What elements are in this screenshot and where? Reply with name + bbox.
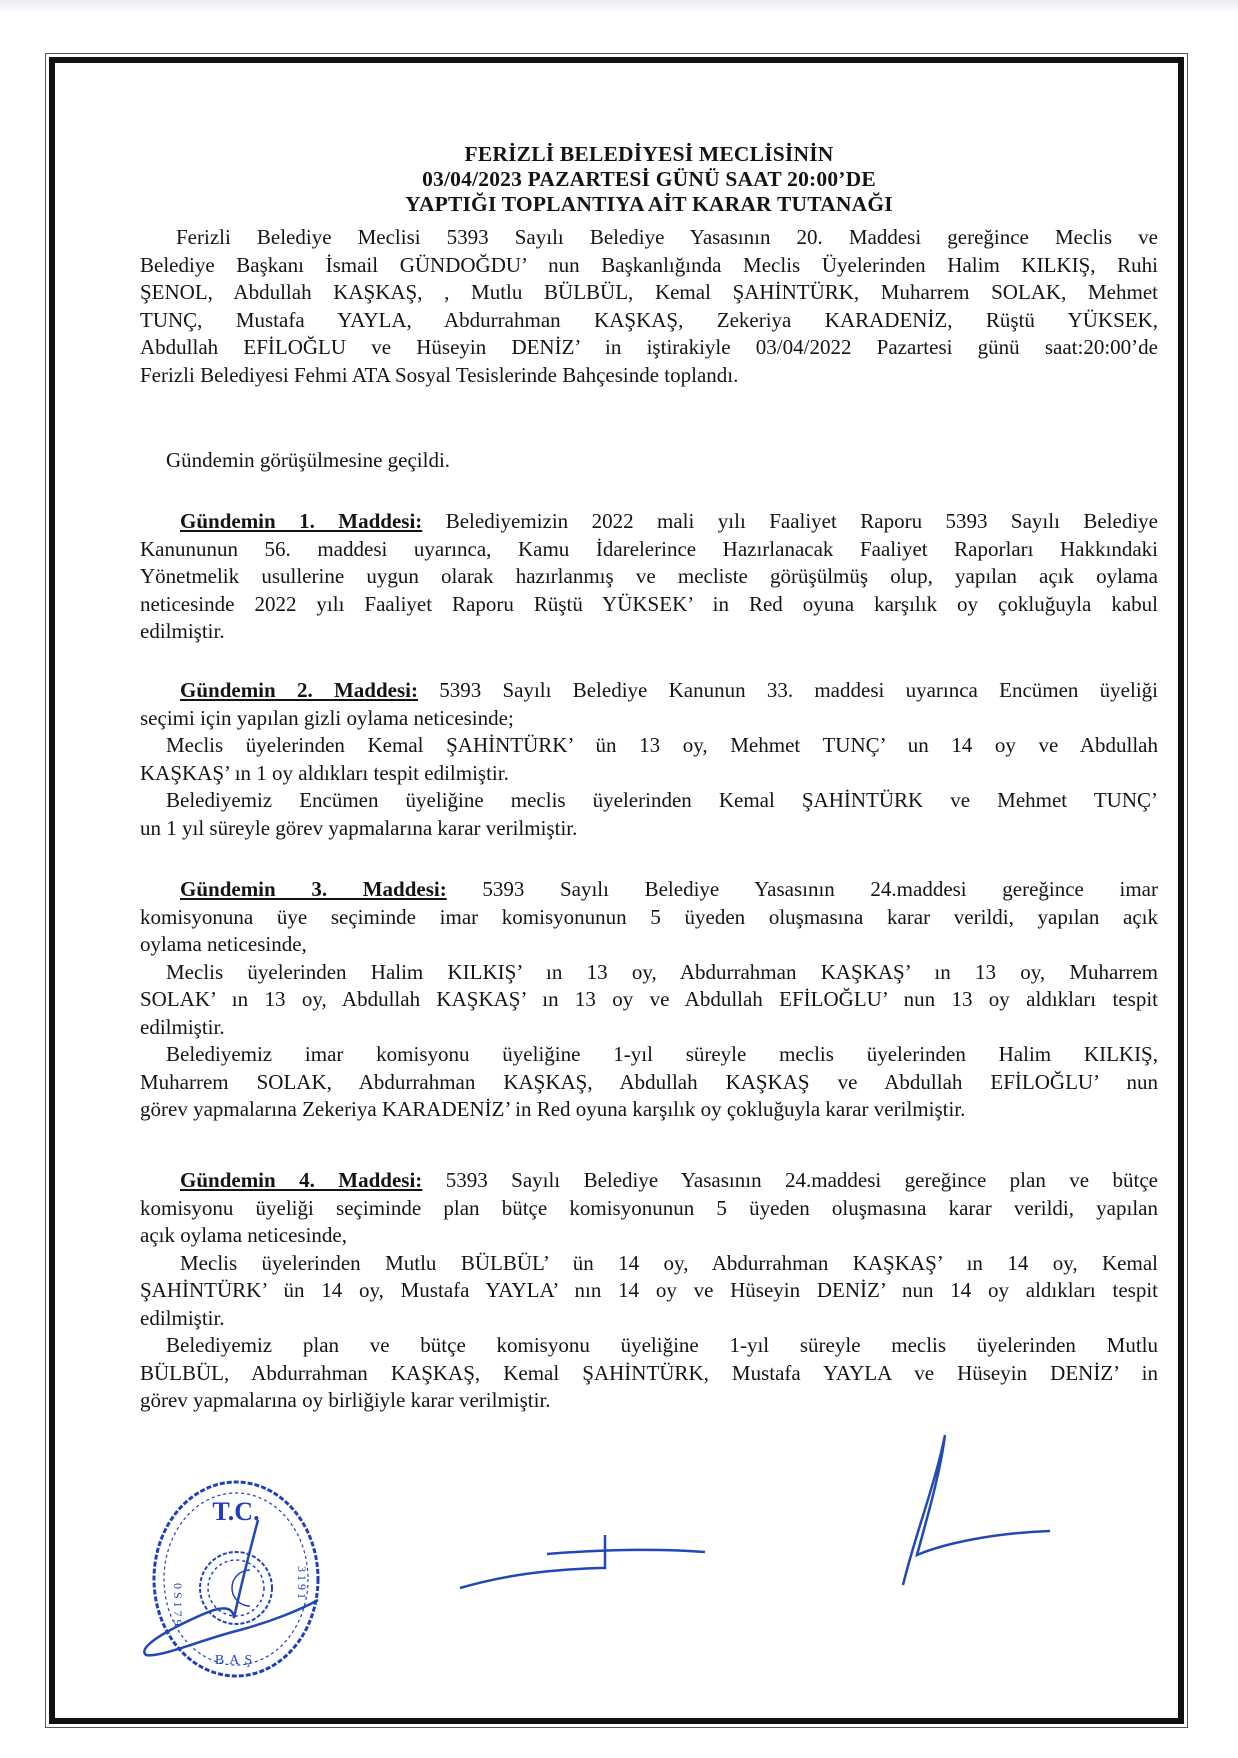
item-3-line: komisyonuna üye seçiminde imar komisyonunun 5 üyeden oluşmasına karar verildi, yapılan açık bbox=[140, 904, 1158, 929]
item-1-heading: Gündemin 1. Maddesi: bbox=[180, 509, 423, 533]
member-signature-middle bbox=[455, 1530, 715, 1600]
intro-line: Ferizli Belediyesi Fehmi ATA Sosyal Tesislerinde Bahçesinde toplandı. bbox=[140, 362, 739, 387]
agenda-transition-text: Gündemin görüşülmesine geçildi. bbox=[166, 448, 451, 472]
item-2-line: seçimi için yapılan gizli oylama neticesinde; bbox=[140, 705, 514, 730]
item-1-first-line bbox=[140, 508, 1158, 536]
item-1-line: edilmiştir. bbox=[140, 619, 225, 643]
item-1-line: Yönetmelik usullerine uygun olarak hazırlanmış ve mecliste görüşülmüş olup, yapılan açık oylama bbox=[140, 564, 1158, 588]
item-4-line: açık oylama neticesinde, bbox=[140, 1223, 347, 1247]
intro-line: Ferizli Belediye Meclisi 5393 Sayılı Belediye Yasasının 20. Maddesi gereğince Meclis ve bbox=[176, 225, 1158, 249]
item-1-line: Kanununun 56. maddesi uyarınca, Kamu İdarelerince Hazırlanacak Faaliyet Raporları Hakkındaki bbox=[140, 536, 1158, 561]
item-2-first-text: 5393 Sayılı Belediye Kanunun 33. maddesi uyarınca Encümen üyeliği bbox=[417, 678, 1158, 702]
seal-bottom-text: BAŞ bbox=[214, 1653, 258, 1668]
item-1-line: neticesinde 2022 yılı Faaliyet Raporu Rüştü YÜKSEK’ in Red oyuna karşılık oy çokluğuyla kabul bbox=[140, 591, 1158, 616]
intro-line: ŞENOL, Abdullah KAŞKAŞ, , Mutlu BÜLBÜL, Kemal ŞAHİNTÜRK, Muharrem SOLAK, Mehmet bbox=[140, 280, 1158, 304]
item-3-first-line bbox=[140, 876, 1158, 904]
intro-line: Abdullah EFİLOĞLU ve Hüseyin DENİZ’ in iştirakiyle 03/04/2022 Pazartesi günü saat:20:00’de bbox=[140, 335, 1158, 359]
seal-top-text: T.C. bbox=[212, 1497, 260, 1526]
item-3-decision-line: Muharrem SOLAK, Abdurrahman KAŞKAŞ, Abdullah KAŞKAŞ ve Abdullah EFİLOĞLU’ nun bbox=[140, 1069, 1158, 1094]
item-3-decision-line: görev yapmalarına Zekeriya KARADENİZ’ in Red oyuna karşılık oy çokluğuyla karar verilmiştir. bbox=[140, 1097, 966, 1121]
document-title bbox=[140, 142, 1158, 217]
svg-text:3 1 9 1: 3 1 9 1 bbox=[295, 1566, 309, 1599]
intro-line: TUNÇ, Mustafa YAYLA, Abdurrahman KAŞKAŞ, Zekeriya KARADENİZ, Rüştü YÜKSEK, bbox=[140, 307, 1158, 332]
item-3-line: oylama neticesinde, bbox=[140, 932, 307, 956]
item-4-votes-line: edilmiştir. bbox=[140, 1305, 225, 1330]
item-4-votes-line: ŞAHİNTÜRK’ ün 14 oy, Mustafa YAYLA’ nın 14 oy ve Hüseyin DENİZ’ nun 14 oy aldıkları tespit bbox=[140, 1278, 1158, 1302]
item-2-decision-line: un 1 yıl süreyle görev yapmalarına karar verilmiştir. bbox=[140, 815, 578, 840]
item-3-decision-line: Belediyemiz imar komisyonu üyeliğine 1-yıl süreyle meclis üyelerinden Halim KILKIŞ, bbox=[166, 1042, 1158, 1066]
item-2-votes-line: Meclis üyelerinden Kemal ŞAHİNTÜRK’ ün 13 oy, Mehmet TUNÇ’ un 14 oy ve Abdullah bbox=[166, 733, 1158, 757]
item-2-heading: Gündemin 2. Maddesi: bbox=[180, 678, 418, 702]
item-4-heading: Gündemin 4. Maddesi: bbox=[180, 1168, 423, 1192]
agenda-item-3 bbox=[140, 876, 1158, 1124]
item-3-first-text: 5393 Sayılı Belediye Yasasının 24.maddesi gereğince imar bbox=[446, 877, 1158, 901]
item-2-first-line bbox=[140, 677, 1158, 705]
scan-edge-shade bbox=[0, 0, 1238, 14]
item-4-line: komisyonu üyeliği seçiminde plan bütçe komisyonunun 5 üyeden oluşmasına karar verildi, yapılan bbox=[140, 1195, 1158, 1220]
item-4-votes-line: Meclis üyelerinden Mutlu BÜLBÜL’ ün 14 oy, Abdurrahman KAŞKAŞ’ ın 14 oy, Kemal bbox=[180, 1250, 1158, 1275]
agenda-item-4 bbox=[140, 1167, 1158, 1415]
item-2-votes-line: KAŞKAŞ’ ın 1 oy aldıkları tespit edilmiştir. bbox=[140, 760, 509, 785]
item-4-decision-line: görev yapmalarına oy birliğiyle karar verilmiştir. bbox=[140, 1388, 551, 1412]
item-4-decision-line: BÜLBÜL, Abdurrahman KAŞKAŞ, Kemal ŞAHİNTÜRK, Mustafa YAYLA ve Hüseyin DENİZ’ in bbox=[140, 1360, 1158, 1385]
title-line-2: 03/04/2023 PAZARTESİ GÜNÜ SAAT 20:00’DE bbox=[422, 167, 876, 191]
item-4-first-text: 5393 Sayılı Belediye Yasasının 24.maddesi gereğince plan ve bütçe bbox=[422, 1168, 1158, 1192]
agenda-item-2 bbox=[140, 677, 1158, 842]
agenda-item-1 bbox=[140, 508, 1158, 646]
item-4-first-line bbox=[140, 1167, 1158, 1195]
member-signature-right bbox=[855, 1425, 1055, 1595]
item-3-votes-line: SOLAK’ ın 13 oy, Abdullah KAŞKAŞ’ ın 13 oy ve Abdullah EFİLOĞLU’ nun 13 oy aldıkları tespit bbox=[140, 987, 1158, 1011]
item-2-decision-line: Belediyemiz Encümen üyeliğine meclis üyelerinden Kemal ŞAHİNTÜRK ve Mehmet TUNÇ’ bbox=[166, 788, 1158, 812]
intro-line: Belediye Başkanı İsmail GÜNDOĞDU’ nun Başkanlığında Meclis Üyelerinden Halim KILKIŞ, Ruhi bbox=[140, 252, 1158, 277]
item-4-decision-line: Belediyemiz plan ve bütçe komisyonu üyeliğine 1-yıl süreyle meclis üyelerinden Mutlu bbox=[166, 1333, 1158, 1357]
item-3-heading: Gündemin 3. Maddesi: bbox=[180, 877, 447, 901]
title-line-1: FERİZLİ BELEDİYESİ MECLİSİNİN bbox=[464, 142, 834, 166]
title-line-3: YAPTIĞI TOPLANTIYA AİT KARAR TUTANAĞI bbox=[405, 192, 893, 216]
item-1-first-text: Belediyemizin 2022 mali yılı Faaliyet Raporu 5393 Sayılı Belediye bbox=[422, 509, 1158, 533]
item-3-votes-line: edilmiştir. bbox=[140, 1014, 225, 1039]
svg-text:0 S 1 7 9: 0 S 1 7 9 bbox=[171, 1583, 185, 1626]
agenda-transition bbox=[140, 447, 1158, 475]
item-3-votes-line: Meclis üyelerinden Halim KILKIŞ’ ın 13 oy, Abdurrahman KAŞKAŞ’ ın 13 oy, Muharrem bbox=[166, 959, 1158, 984]
mayor-signature-overlay bbox=[140, 1500, 320, 1660]
intro-paragraph bbox=[140, 224, 1158, 389]
